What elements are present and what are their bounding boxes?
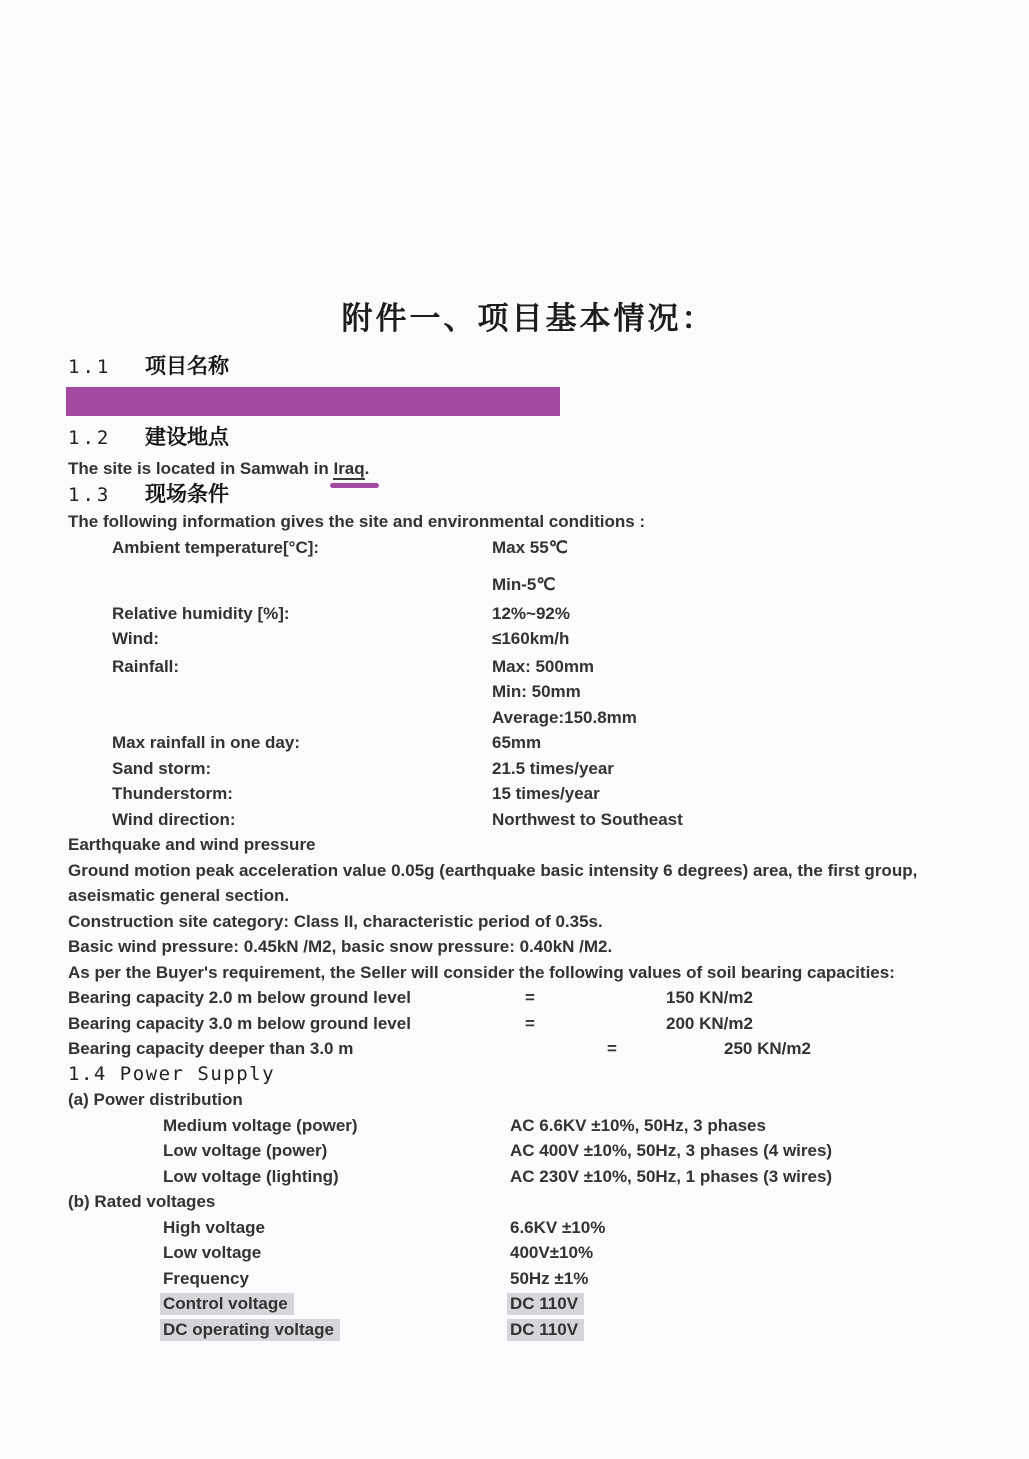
document-page	[68, 0, 989, 1342]
power-value: AC 230V ±10%, 50Hz, 1 phases (3 wires)	[510, 1166, 833, 1186]
condition-value: 15 times/year	[492, 784, 600, 803]
condition-value: Max 55℃	[492, 537, 568, 557]
power-distribution-row	[68, 1164, 989, 1190]
site-location-text-before: The site is located in Samwah in	[68, 459, 334, 478]
rated-voltage-row-highlighted	[68, 1291, 989, 1317]
rated-label: Low voltage	[163, 1243, 262, 1262]
power-label: Low voltage (power)	[163, 1141, 328, 1160]
equals-sign: =	[607, 1039, 617, 1058]
condition-row-max-rainfall-day	[68, 730, 989, 756]
section-1-3-number: 1.3	[68, 484, 112, 506]
condition-row-rainfall-min	[68, 679, 989, 705]
site-location-underlined-word: Iraq	[333, 459, 365, 478]
condition-label: Rainfall:	[112, 656, 180, 676]
rated-voltage-row-highlighted	[68, 1317, 989, 1343]
condition-label: Sand storm:	[112, 758, 212, 778]
condition-row-humidity	[68, 601, 989, 627]
condition-row-wind	[68, 626, 989, 652]
section-1-2-number: 1.2	[68, 427, 112, 449]
equals-sign: =	[525, 988, 535, 1007]
condition-value: Min-5℃	[492, 575, 556, 594]
condition-value: 65mm	[492, 733, 542, 752]
condition-row-ambient-temp	[68, 535, 989, 561]
condition-value: Northwest to Southeast	[492, 809, 683, 829]
section-1-2	[68, 425, 989, 451]
rated-label	[163, 1291, 510, 1317]
earthquake-paragraph-line: aseismatic general section.	[68, 886, 290, 905]
condition-row-ambient-temp-min	[68, 572, 989, 598]
highlighted-text: DC operating voltage	[160, 1319, 340, 1341]
earthquake-paragraph-line: Ground motion peak acceleration value 0.05g (earthquake basic intensity 6 degrees) area, the first group,	[68, 860, 918, 880]
rated-label: Frequency	[163, 1268, 249, 1288]
condition-label: Wind direction:	[112, 809, 236, 829]
highlighted-text: Control voltage	[160, 1293, 294, 1315]
condition-value: 21.5 times/year	[492, 758, 614, 778]
condition-label: Wind:	[112, 629, 160, 648]
power-distribution-heading: (a) Power distribution	[68, 1090, 243, 1109]
condition-value: Min: 50mm	[492, 682, 581, 701]
rated-value: 50Hz ±1%	[510, 1268, 589, 1288]
condition-value: 12%~92%	[492, 603, 570, 623]
bearing-label: Bearing capacity deeper than 3.0 m	[68, 1039, 354, 1058]
bearing-label: Bearing capacity 3.0 m below ground level	[68, 1013, 411, 1033]
condition-value: ≤160km/h	[492, 629, 570, 648]
section-1-2-heading: 建设地点	[145, 426, 229, 449]
rated-value: 6.6KV ±10%	[510, 1217, 606, 1237]
site-location-text-after: .	[364, 459, 370, 478]
bearing-value: 250 KN/m2	[724, 1039, 811, 1058]
section-1-4-heading: 1.4 Power Supply	[68, 1062, 276, 1085]
condition-row-rainfall	[68, 654, 989, 680]
condition-row-thunderstorm	[68, 781, 989, 807]
equals-sign: =	[525, 1013, 535, 1033]
rated-label	[163, 1317, 510, 1343]
condition-label: Max rainfall in one day:	[112, 733, 300, 752]
bearing-capacity-row	[68, 1011, 989, 1037]
condition-label: Ambient temperature[°C]:	[112, 537, 320, 557]
rated-voltage-row	[68, 1240, 989, 1266]
section-1-3-heading: 现场条件	[145, 483, 229, 506]
section-1-1-heading: 项目名称	[145, 355, 229, 378]
section-1-1-number: 1.1	[68, 356, 112, 378]
power-label: Medium voltage (power)	[163, 1115, 358, 1135]
earthquake-paragraph-line: Basic wind pressure: 0.45kN /M2, basic snow pressure: 0.40kN /M2.	[68, 937, 613, 956]
condition-label: Relative humidity [%]:	[112, 603, 290, 623]
site-location-sentence	[68, 456, 989, 481]
bearing-value: 150 KN/m2	[666, 988, 753, 1007]
section-1-1	[68, 354, 989, 380]
rated-voltage-row	[68, 1266, 989, 1292]
rated-value: 400V±10%	[510, 1243, 594, 1262]
redacted-project-name-bar	[66, 387, 560, 416]
bearing-label: Bearing capacity 2.0 m below ground level	[68, 988, 411, 1007]
rated-voltage-row	[68, 1215, 989, 1241]
power-distribution-row	[68, 1138, 989, 1164]
rated-label: High voltage	[163, 1217, 266, 1237]
earthquake-heading: Earthquake and wind pressure	[68, 835, 316, 854]
bearing-capacity-row	[68, 985, 989, 1011]
power-value: AC 6.6KV ±10%, 50Hz, 3 phases	[510, 1115, 766, 1135]
bearing-capacity-row	[68, 1036, 989, 1062]
power-label: Low voltage (lighting)	[163, 1166, 339, 1186]
conditions-intro: The following information gives the site and environmental conditions :	[68, 512, 646, 531]
condition-label: Thunderstorm:	[112, 784, 233, 803]
condition-value: Max: 500mm	[492, 656, 595, 676]
power-distribution-row	[68, 1113, 989, 1139]
highlighted-text: DC 110V	[507, 1293, 584, 1315]
condition-value: Average:150.8mm	[492, 707, 637, 727]
bearing-value: 200 KN/m2	[666, 1013, 753, 1033]
power-value: AC 400V ±10%, 50Hz, 3 phases (4 wires)	[510, 1141, 833, 1160]
condition-row-wind-direction	[68, 807, 989, 833]
section-1-3	[68, 482, 989, 508]
condition-row-sand-storm	[68, 756, 989, 782]
highlighted-text: DC 110V	[507, 1319, 584, 1341]
earthquake-paragraph-line: As per the Buyer's requirement, the Seller will consider the following values of soil bearing capacities:	[68, 962, 895, 982]
condition-row-rainfall-average	[68, 705, 989, 731]
earthquake-paragraph-line: Construction site category: Class II, characteristic period of 0.35s.	[68, 911, 603, 931]
page-title: 附件一、项目基本情况：	[341, 301, 716, 336]
rated-voltages-heading: (b) Rated voltages	[68, 1192, 216, 1211]
